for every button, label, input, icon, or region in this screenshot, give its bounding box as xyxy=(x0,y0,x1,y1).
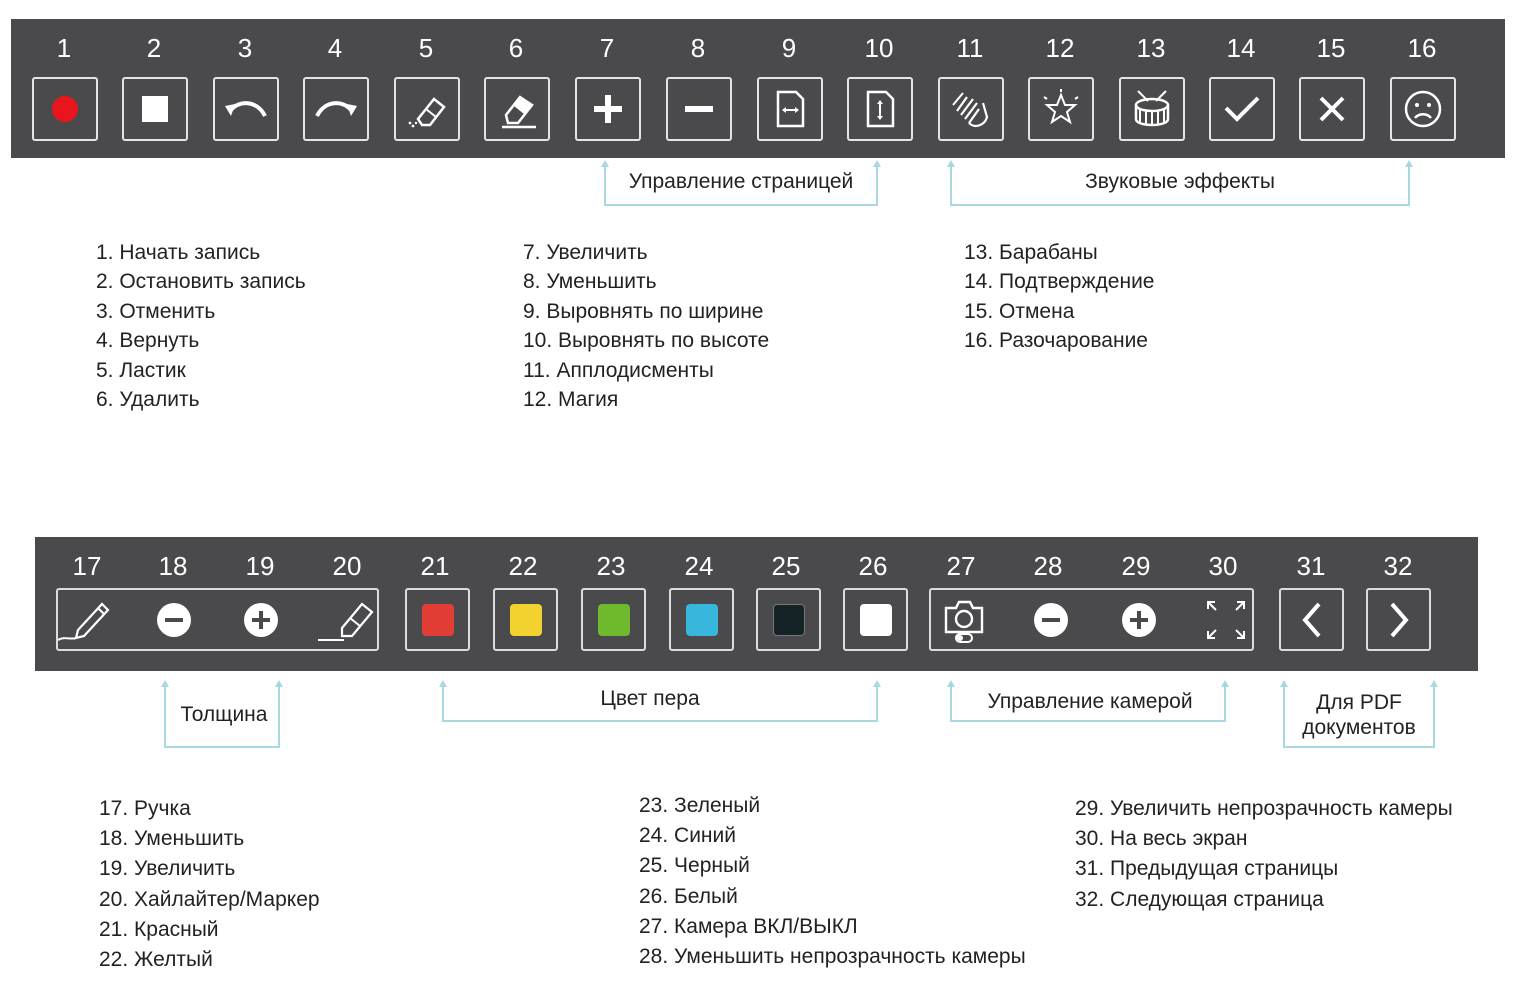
sound-effects-label: Звуковые эффекты xyxy=(1070,169,1290,194)
sad-face-icon xyxy=(1403,89,1443,129)
button-number: 15 xyxy=(1316,33,1346,63)
previous-page-button[interactable] xyxy=(1279,588,1344,651)
camera-control-label: Управление камерой xyxy=(970,689,1210,714)
legend-item: 24. Синий xyxy=(639,824,736,848)
button-number: 29 xyxy=(1121,551,1151,581)
highlighter-icon xyxy=(316,596,380,644)
legend-item: 30. На весь экран xyxy=(1075,827,1248,851)
thickness-label: Толщина xyxy=(172,702,276,727)
button-number: 14 xyxy=(1226,33,1256,63)
color-black-swatch xyxy=(773,604,805,636)
legend-item: 27. Камера ВКЛ/ВЫКЛ xyxy=(639,914,858,938)
button-number: 7 xyxy=(599,33,615,63)
legend-item: 29. Увеличить непрозрачность камеры xyxy=(1075,797,1453,820)
zoom-out-button[interactable] xyxy=(666,77,732,141)
redo-icon xyxy=(313,94,359,124)
legend-item: 6. Удалить xyxy=(96,388,200,412)
pdf-label-line1: Для PDF xyxy=(1292,690,1426,715)
chevron-left-icon xyxy=(1297,600,1327,640)
color-yellow-swatch xyxy=(510,604,542,636)
magic-button[interactable] xyxy=(1028,77,1094,141)
chevron-right-icon xyxy=(1384,600,1414,640)
applause-icon xyxy=(949,89,993,129)
pen-color-label: Цвет пера xyxy=(580,686,720,711)
legend-column-6 xyxy=(1075,794,1453,915)
eraser-icon xyxy=(404,89,450,129)
bottom-toolbar xyxy=(35,537,1478,671)
stop-button[interactable] xyxy=(122,77,188,141)
pen-icon xyxy=(56,596,120,644)
check-button[interactable] xyxy=(1209,77,1275,141)
legend-item: 9. Выровнять по ширине xyxy=(523,299,764,323)
legend-item: 12. Магия xyxy=(523,388,619,412)
camera-icon xyxy=(940,596,988,644)
pen-button[interactable] xyxy=(55,588,120,651)
button-number: 6 xyxy=(508,33,524,63)
button-number: 31 xyxy=(1296,551,1326,581)
button-number: 25 xyxy=(771,551,801,581)
fit-width-icon xyxy=(772,89,808,129)
highlighter-button[interactable] xyxy=(315,588,380,651)
delete-button[interactable] xyxy=(484,77,550,141)
button-number: 19 xyxy=(245,551,275,581)
legend-item: 23. Зеленый xyxy=(639,794,761,817)
close-button[interactable] xyxy=(1299,77,1365,141)
legend-item: 21. Красный xyxy=(99,917,219,941)
color-green-button[interactable] xyxy=(581,588,646,651)
color-yellow-button[interactable] xyxy=(493,588,558,651)
camera-toggle-button[interactable] xyxy=(931,588,996,651)
button-number: 24 xyxy=(684,551,714,581)
drums-icon xyxy=(1130,89,1174,129)
legend-item: 3. Отменить xyxy=(96,299,216,323)
fit-width-button[interactable] xyxy=(757,77,823,141)
zoom-in-button[interactable] xyxy=(575,77,641,141)
button-number: 1 xyxy=(56,33,72,63)
legend-item: 18. Уменьшить xyxy=(99,827,245,851)
page-control-label: Управление страницей xyxy=(618,169,864,194)
legend-item: 2. Остановить запись xyxy=(96,270,306,294)
undo-button[interactable] xyxy=(213,77,279,141)
record-icon xyxy=(50,94,80,124)
color-black-button[interactable] xyxy=(756,588,821,651)
record-button[interactable] xyxy=(32,77,98,141)
legend-item: 14. Подтверждение xyxy=(964,270,1155,294)
drums-button[interactable] xyxy=(1119,77,1185,141)
legend-item: 15. Отмена xyxy=(964,299,1075,323)
sad-face-button[interactable] xyxy=(1390,77,1456,141)
button-number: 4 xyxy=(327,33,343,63)
next-page-button[interactable] xyxy=(1366,588,1431,651)
fullscreen-icon xyxy=(1204,598,1248,642)
button-number: 27 xyxy=(946,551,976,581)
plus-circle-icon xyxy=(1121,602,1157,638)
button-number: 10 xyxy=(864,33,894,63)
legend-item: 1. Начать запись xyxy=(96,241,261,264)
button-number: 21 xyxy=(420,551,450,581)
legend-item: 16. Разочарование xyxy=(964,329,1148,353)
button-number: 30 xyxy=(1208,551,1238,581)
legend-item: 20. Хайлайтер/Маркер xyxy=(99,887,320,911)
button-number: 22 xyxy=(508,551,538,581)
legend-column-4 xyxy=(99,794,320,975)
legend-item: 10. Выровнять по высоте xyxy=(523,329,770,353)
color-red-swatch xyxy=(422,604,454,636)
legend-item: 26. Белый xyxy=(639,884,738,908)
button-number: 28 xyxy=(1033,551,1063,581)
color-green-swatch xyxy=(598,604,630,636)
button-number: 18 xyxy=(158,551,188,581)
eraser-button[interactable] xyxy=(394,77,460,141)
camera-opacity-increase-button[interactable] xyxy=(1106,588,1171,651)
redo-button[interactable] xyxy=(303,77,369,141)
top-toolbar xyxy=(11,19,1505,158)
button-number: 9 xyxy=(781,33,797,63)
button-number: 12 xyxy=(1045,33,1075,63)
legend-column-1 xyxy=(96,238,306,414)
legend-item: 22. Желтый xyxy=(99,948,213,972)
button-number: 26 xyxy=(858,551,888,581)
button-number: 17 xyxy=(72,551,102,581)
legend-item: 17. Ручка xyxy=(99,797,191,820)
legend-column-2 xyxy=(523,238,769,414)
color-blue-button[interactable] xyxy=(669,588,734,651)
color-red-button[interactable] xyxy=(405,588,470,651)
button-number: 11 xyxy=(956,33,984,63)
button-number: 8 xyxy=(690,33,706,63)
stop-icon xyxy=(140,94,170,124)
fit-height-icon xyxy=(862,89,898,129)
applause-button[interactable] xyxy=(938,77,1004,141)
legend-item: 4. Вернуть xyxy=(96,329,200,353)
zoom-out-icon xyxy=(684,94,714,124)
button-number: 3 xyxy=(237,33,253,63)
camera-opacity-decrease-button[interactable] xyxy=(1018,588,1083,651)
legend-item: 28. Уменьшить непрозрачность камеры xyxy=(639,945,1026,969)
undo-icon xyxy=(223,94,269,124)
button-number: 32 xyxy=(1383,551,1413,581)
thickness-decrease-button[interactable] xyxy=(141,588,206,651)
fit-height-button[interactable] xyxy=(847,77,913,141)
legend-item: 31. Предыдущая страницы xyxy=(1075,857,1339,881)
color-white-swatch xyxy=(860,604,892,636)
legend-item: 19. Увеличить xyxy=(99,857,236,881)
button-number: 13 xyxy=(1136,33,1166,63)
button-number: 23 xyxy=(596,551,626,581)
fullscreen-button[interactable] xyxy=(1193,588,1258,651)
color-blue-swatch xyxy=(686,604,718,636)
delete-icon xyxy=(494,89,540,129)
legend-item: 32. Следующая страница xyxy=(1075,887,1324,911)
legend-item: 5. Ластик xyxy=(96,358,186,382)
legend-item: 13. Барабаны xyxy=(964,241,1098,264)
minus-circle-icon xyxy=(1033,602,1069,638)
plus-circle-icon xyxy=(243,602,279,638)
button-number: 5 xyxy=(418,33,434,63)
button-number: 2 xyxy=(146,33,162,63)
legend-item: 25. Черный xyxy=(639,854,750,878)
pdf-label-line2: документов xyxy=(1292,715,1426,740)
close-icon xyxy=(1317,94,1347,124)
minus-circle-icon xyxy=(156,602,192,638)
button-number: 16 xyxy=(1407,33,1437,63)
legend-item: 8. Уменьшить xyxy=(523,270,657,294)
color-white-button[interactable] xyxy=(843,588,908,651)
legend-column-3 xyxy=(964,238,1154,356)
thickness-increase-button[interactable] xyxy=(228,588,293,651)
legend-column-5 xyxy=(639,791,1026,972)
legend-item: 7. Увеличить xyxy=(523,241,648,264)
button-number: 20 xyxy=(332,551,362,581)
zoom-in-icon xyxy=(593,94,623,124)
magic-icon xyxy=(1041,89,1081,129)
check-icon xyxy=(1222,94,1262,124)
legend-item: 11. Апплодисменты xyxy=(523,358,714,382)
